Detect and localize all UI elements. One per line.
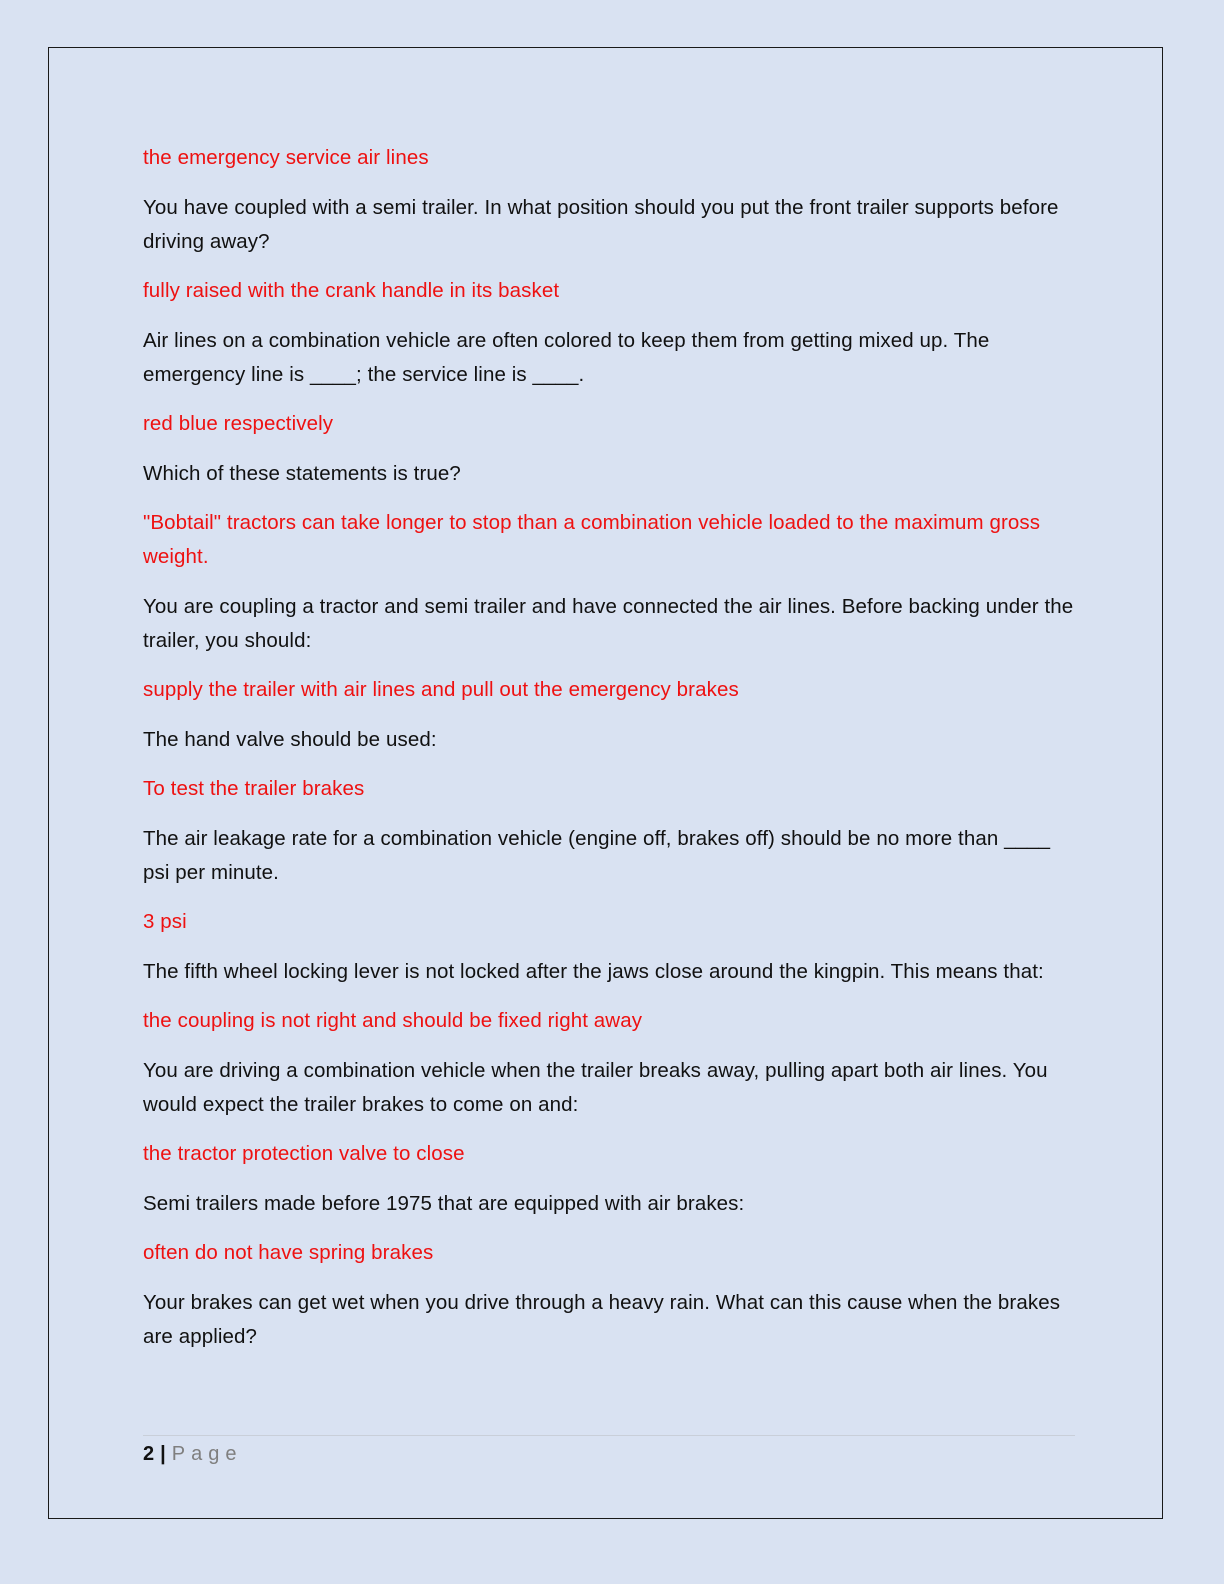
page-footer [143,1435,1075,1468]
question-line: Air lines on a combination vehicle are often colored to keep them from getting mixed up. The emergency line is ____; the service line is ____. [143,328,990,386]
page-label: Page [171,1443,243,1465]
answer-line: fully raised with the crank handle in its basket [143,279,560,302]
answer-line: red blue respectively [143,412,334,435]
question-line: Your brakes can get wet when you drive through a heavy rain. What can this cause when the brakes are applied? [143,1290,1061,1348]
document-body [143,141,1078,1369]
answer-line: "Bobtail" tractors can take longer to stop than a combination vehicle loaded to the maximum gross weight. [143,511,1041,568]
answer-line: the coupling is not right and should be fixed right away [143,1009,643,1032]
footer-separator: | [160,1443,166,1465]
question-line: Which of these statements is true? [143,461,461,485]
answer-line: the tractor protection valve to close [143,1142,465,1165]
answer-line: supply the trailer with air lines and pull out the emergency brakes [143,678,739,701]
question-line: You have coupled with a semi trailer. In what position should you put the front trailer supports before driving away? [143,195,1059,253]
answer-line: often do not have spring brakes [143,1241,434,1264]
question-line: The fifth wheel locking lever is not locked after the jaws close around the kingpin. This means that: [143,959,1044,983]
question-line: The hand valve should be used: [143,727,437,751]
answer-line: To test the trailer brakes [143,777,365,800]
question-line: The air leakage rate for a combination vehicle (engine off, brakes off) should be no more than ____ psi per minute. [143,826,1051,884]
question-line: Semi trailers made before 1975 that are equipped with air brakes: [143,1191,745,1215]
page-number: 2 [143,1443,155,1465]
answer-line: 3 psi [143,910,187,933]
answer-line: the emergency service air lines [143,146,429,169]
question-line: You are driving a combination vehicle when the trailer breaks away, pulling apart both air lines. You would expect the trailer brakes to come on and: [143,1058,1048,1116]
question-line: You are coupling a tractor and semi trailer and have connected the air lines. Before backing under the trailer, you should: [143,594,1074,652]
